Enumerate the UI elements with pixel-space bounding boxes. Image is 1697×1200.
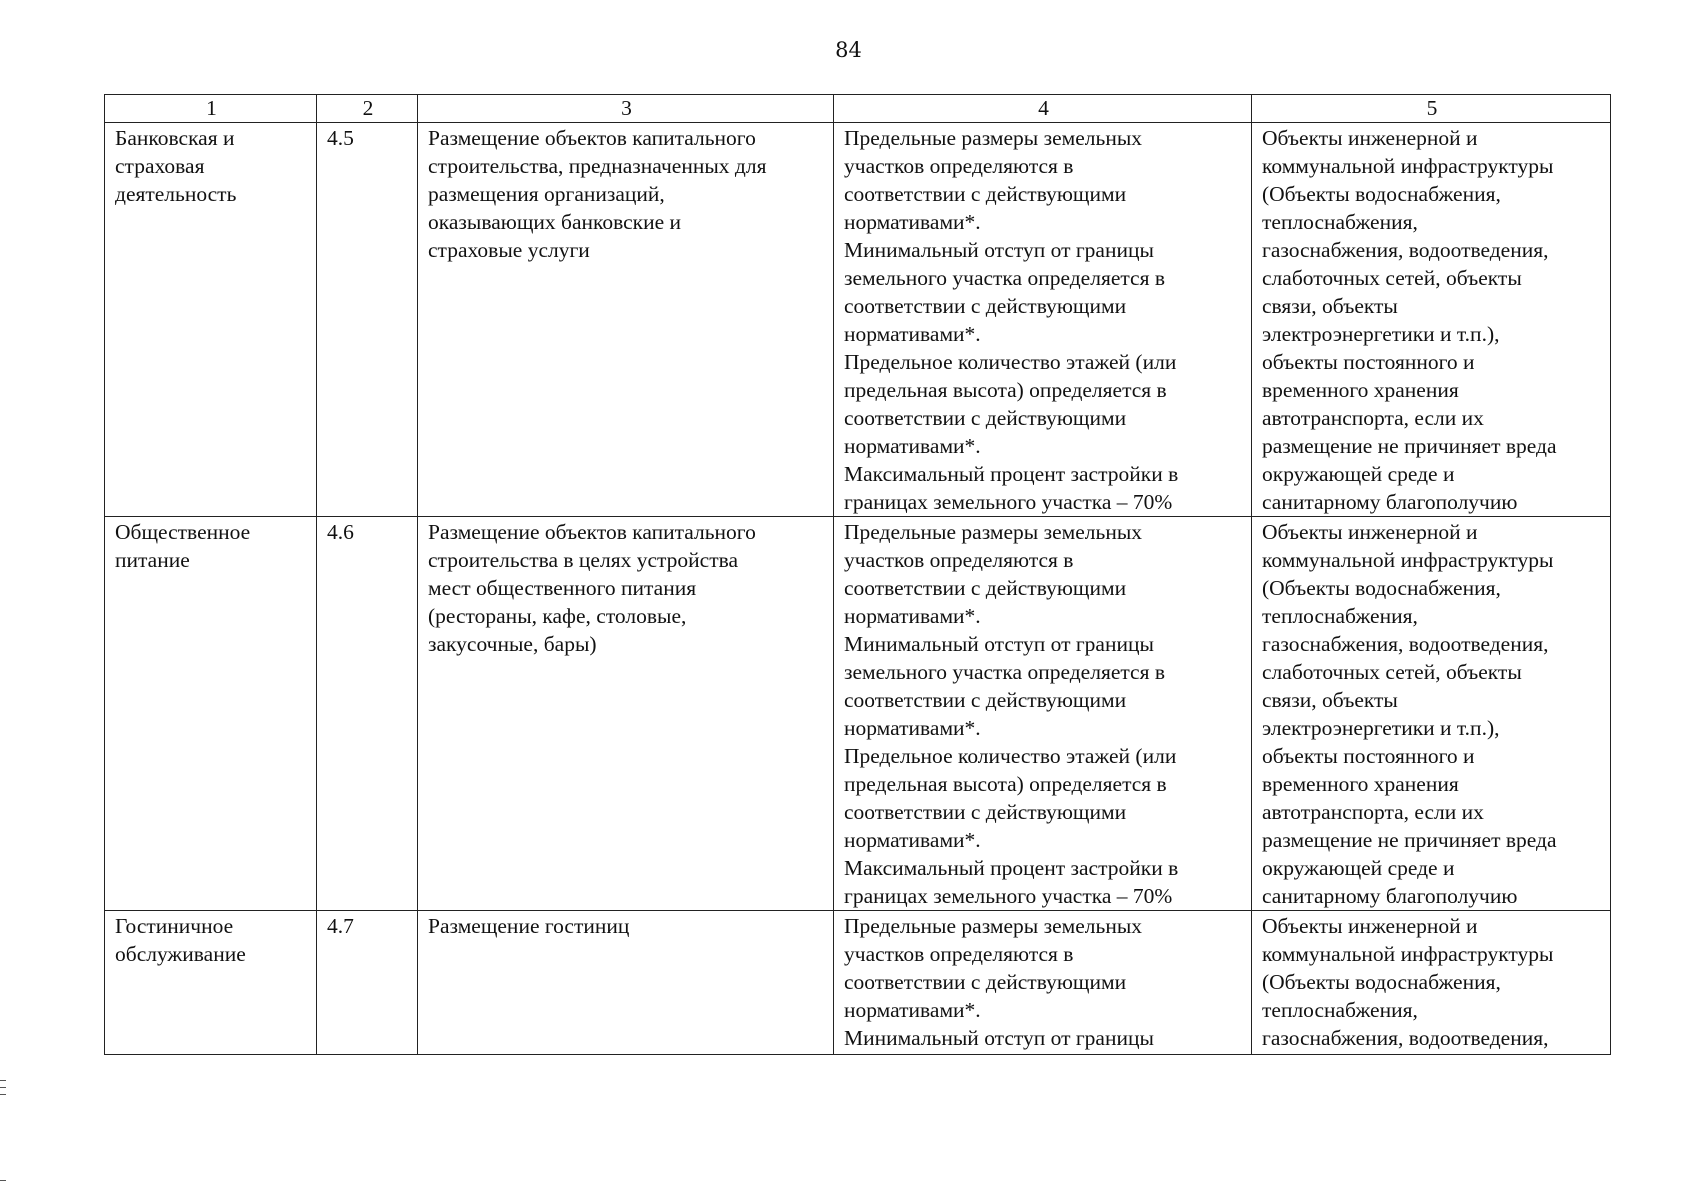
- cell-auxiliary-uses: [1252, 911, 1611, 1055]
- cell-line: автотранспорта, если их: [1262, 406, 1484, 430]
- cell-line: 4.6: [327, 520, 354, 544]
- cell-line: Гостиничное: [115, 914, 234, 938]
- cell-parameters: [834, 123, 1252, 517]
- cell-line: соответствии с действующими: [844, 576, 1127, 600]
- cell-code: [317, 911, 418, 1055]
- header-col-1: 1: [105, 95, 317, 123]
- cell-line: Банковская и: [115, 126, 235, 150]
- table-row: [105, 911, 1611, 1055]
- cell-line: нормативами*.: [844, 998, 981, 1022]
- cell-line: Максимальный процент застройки в: [844, 856, 1179, 880]
- cell-line: (Объекты водоснабжения,: [1262, 970, 1501, 994]
- cell-line: Предельные размеры земельных: [844, 914, 1143, 938]
- cell-line: соответствии с действующими: [844, 800, 1127, 824]
- table-row: [105, 517, 1611, 911]
- cell-line: участков определяются в: [844, 154, 1074, 178]
- cell-line: Объекты инженерной и: [1262, 520, 1478, 544]
- cell-line: нормативами*.: [844, 322, 981, 346]
- table-row: [105, 123, 1611, 517]
- cell-line: газоснабжения, водоотведения,: [1262, 632, 1549, 656]
- margin-tick: [0, 1080, 6, 1081]
- cell-auxiliary-uses: [1252, 123, 1611, 517]
- cell-line: закусочные, бары): [428, 632, 597, 656]
- cell-line: теплоснабжения,: [1262, 210, 1418, 234]
- cell-line: предельная высота) определяется в: [844, 772, 1167, 796]
- cell-code: [317, 517, 418, 911]
- cell-line: коммунальной инфраструктуры: [1262, 548, 1554, 572]
- table-header-row: [105, 95, 1611, 123]
- cell-line: участков определяются в: [844, 548, 1074, 572]
- cell-line: земельного участка определяется в: [844, 266, 1165, 290]
- cell-line: предельная высота) определяется в: [844, 378, 1167, 402]
- cell-line: газоснабжения, водоотведения,: [1262, 238, 1549, 262]
- margin-tick: [0, 1180, 6, 1181]
- cell-line: Размещение объектов капитального: [428, 520, 756, 544]
- cell-line: слаботочных сетей, объекты: [1262, 266, 1522, 290]
- header-col-4: 4: [834, 95, 1252, 123]
- cell-description: [418, 123, 834, 517]
- cell-line: Минимальный отступ от границы: [844, 1026, 1154, 1050]
- cell-parameters: [834, 517, 1252, 911]
- cell-line: соответствии с действующими: [844, 406, 1127, 430]
- cell-line: Общественное: [115, 520, 251, 544]
- land-use-table: [104, 94, 1611, 1055]
- cell-line: коммунальной инфраструктуры: [1262, 942, 1554, 966]
- cell-line: (рестораны, кафе, столовые,: [428, 604, 687, 628]
- cell-line: санитарному благополучию: [1262, 490, 1518, 514]
- cell-line: окружающей среде и: [1262, 856, 1455, 880]
- cell-line: соответствии с действующими: [844, 688, 1127, 712]
- margin-tick: [0, 1094, 6, 1095]
- cell-line: участков определяются в: [844, 942, 1074, 966]
- cell-line: обслуживание: [115, 942, 246, 966]
- cell-line: нормативами*.: [844, 434, 981, 458]
- cell-line: Объекты инженерной и: [1262, 126, 1478, 150]
- cell-line: границах земельного участка – 70%: [844, 490, 1173, 514]
- cell-line: объекты постоянного и: [1262, 744, 1475, 768]
- cell-line: коммунальной инфраструктуры: [1262, 154, 1554, 178]
- cell-line: размещение не причиняет вреда: [1262, 434, 1557, 458]
- cell-line: соответствии с действующими: [844, 970, 1127, 994]
- cell-line: страховая: [115, 154, 205, 178]
- cell-code: [317, 123, 418, 517]
- cell-line: страховые услуги: [428, 238, 590, 262]
- cell-line: временного хранения: [1262, 378, 1459, 402]
- cell-line: Максимальный процент застройки в: [844, 462, 1179, 486]
- cell-description: [418, 911, 834, 1055]
- cell-line: Минимальный отступ от границы: [844, 238, 1154, 262]
- cell-line: деятельность: [115, 182, 237, 206]
- cell-line: временного хранения: [1262, 772, 1459, 796]
- header-col-5: 5: [1252, 95, 1611, 123]
- cell-description: [418, 517, 834, 911]
- cell-line: питание: [115, 548, 190, 572]
- page-number: 84: [835, 38, 862, 62]
- cell-line: (Объекты водоснабжения,: [1262, 182, 1501, 206]
- cell-line: мест общественного питания: [428, 576, 697, 600]
- cell-parameters: [834, 911, 1252, 1055]
- cell-line: соответствии с действующими: [844, 182, 1127, 206]
- cell-line: теплоснабжения,: [1262, 998, 1418, 1022]
- cell-line: санитарному благополучию: [1262, 884, 1518, 908]
- cell-line: 4.7: [327, 914, 354, 938]
- cell-line: Предельное количество этажей (или: [844, 350, 1177, 374]
- cell-line: нормативами*.: [844, 716, 981, 740]
- cell-line: земельного участка определяется в: [844, 660, 1165, 684]
- cell-use-type: [105, 123, 317, 517]
- cell-line: Предельные размеры земельных: [844, 126, 1143, 150]
- cell-line: нормативами*.: [844, 828, 981, 852]
- cell-line: Размещение объектов капитального: [428, 126, 756, 150]
- cell-line: Предельное количество этажей (или: [844, 744, 1177, 768]
- cell-line: нормативами*.: [844, 210, 981, 234]
- cell-line: размещения организаций,: [428, 182, 665, 206]
- cell-line: связи, объекты: [1262, 688, 1398, 712]
- cell-line: оказывающих банковские и: [428, 210, 682, 234]
- cell-line: электроэнергетики и т.п.),: [1262, 716, 1500, 740]
- margin-tick: [0, 1087, 6, 1088]
- cell-line: Размещение гостиниц: [428, 914, 630, 938]
- cell-line: окружающей среде и: [1262, 462, 1455, 486]
- cell-use-type: [105, 911, 317, 1055]
- cell-line: автотранспорта, если их: [1262, 800, 1484, 824]
- cell-line: Минимальный отступ от границы: [844, 632, 1154, 656]
- cell-line: газоснабжения, водоотведения,: [1262, 1026, 1549, 1050]
- cell-line: (Объекты водоснабжения,: [1262, 576, 1501, 600]
- cell-line: строительства в целях устройства: [428, 548, 739, 572]
- cell-line: соответствии с действующими: [844, 294, 1127, 318]
- header-col-2: 2: [317, 95, 418, 123]
- cell-line: Предельные размеры земельных: [844, 520, 1143, 544]
- cell-line: связи, объекты: [1262, 294, 1398, 318]
- cell-line: границах земельного участка – 70%: [844, 884, 1173, 908]
- cell-line: объекты постоянного и: [1262, 350, 1475, 374]
- cell-line: слаботочных сетей, объекты: [1262, 660, 1522, 684]
- cell-auxiliary-uses: [1252, 517, 1611, 911]
- cell-line: 4.5: [327, 126, 354, 150]
- cell-line: Объекты инженерной и: [1262, 914, 1478, 938]
- cell-line: теплоснабжения,: [1262, 604, 1418, 628]
- cell-line: строительства, предназначенных для: [428, 154, 767, 178]
- cell-line: размещение не причиняет вреда: [1262, 828, 1557, 852]
- cell-line: нормативами*.: [844, 604, 981, 628]
- cell-use-type: [105, 517, 317, 911]
- header-col-3: 3: [418, 95, 834, 123]
- cell-line: электроэнергетики и т.п.),: [1262, 322, 1500, 346]
